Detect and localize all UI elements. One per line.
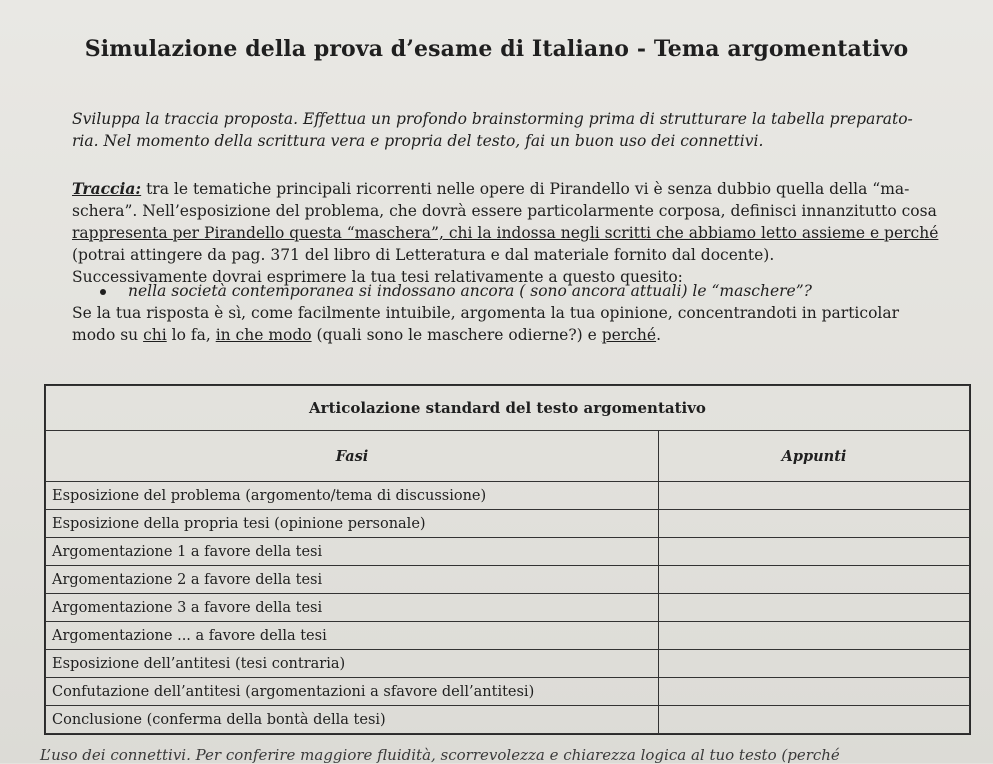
follow-up-line-1: Se la tua risposta è sì, come facilmente intuibile, argomenta la tua opinione, concentrandoti in particolar bbox=[72, 304, 900, 322]
phase-cell: Conclusione (conferma della bontà della tesi) bbox=[46, 706, 659, 734]
notes-cell[interactable] bbox=[659, 538, 970, 566]
table-row bbox=[46, 594, 970, 622]
table-row bbox=[46, 566, 970, 594]
table-row bbox=[46, 482, 970, 510]
column-header-fasi: Fasi bbox=[46, 431, 659, 482]
phase-cell: Argomentazione ... a favore della tesi bbox=[46, 622, 659, 650]
phase-cell: Argomentazione 2 a favore della tesi bbox=[46, 566, 659, 594]
phase-cell: Confutazione dell’antitesi (argomentazioni a sfavore dell’antitesi) bbox=[46, 678, 659, 706]
trace-line-5: Successivamente dovrai esprimere la tua tesi relativamente a questo quesito: bbox=[72, 268, 683, 286]
column-header-appunti: Appunti bbox=[659, 431, 970, 482]
argument-table bbox=[44, 384, 971, 735]
page-title: Simulazione della prova d’esame di Italiano - Tema argomentativo bbox=[84, 36, 909, 62]
trace-line-3: rappresenta per Pirandello questa “maschera”, chi la indossa negli scritti che abbiamo letto assieme e perché bbox=[72, 224, 939, 242]
notes-cell[interactable] bbox=[659, 678, 970, 706]
table-row bbox=[46, 510, 970, 538]
trace-line-2: schera”. Nell’esposizione del problema, che dovrà essere particolarmente corposa, definisci innanzitutto cosa bbox=[72, 202, 937, 220]
trace-paragraph bbox=[72, 178, 942, 288]
how-underlined: in che modo bbox=[215, 326, 312, 344]
notes-cell[interactable] bbox=[659, 594, 970, 622]
instructions-line-1: Sviluppa la traccia proposta. Effettua un profondo brainstorming prima di strutturare la tabella preparato- bbox=[72, 110, 913, 128]
table-row bbox=[46, 678, 970, 706]
phase-cell: Argomentazione 1 a favore della tesi bbox=[46, 538, 659, 566]
follow-up-text-c: (quali sono le maschere odierne?) e bbox=[311, 326, 602, 344]
notes-cell[interactable] bbox=[659, 566, 970, 594]
follow-up-text-b: lo fa, bbox=[166, 326, 216, 344]
bullet-dot-icon bbox=[100, 289, 106, 295]
phase-cell: Esposizione del problema (argomento/tema di discussione) bbox=[46, 482, 659, 510]
footer-text: L’uso dei connettivi. Per conferire maggiore fluidità, scorrevolezza e chiarezza logica al tuo testo (perché bbox=[40, 746, 840, 764]
notes-cell[interactable] bbox=[659, 622, 970, 650]
trace-line-4: (potrai attingere da pag. 371 del libro di Letteratura e dal materiale fornito dal docente). bbox=[72, 246, 775, 264]
follow-up-line-2 bbox=[72, 324, 942, 346]
table-row bbox=[46, 538, 970, 566]
follow-up-text-d: . bbox=[656, 326, 662, 344]
notes-cell[interactable] bbox=[659, 650, 970, 678]
question-text: nella società contemporanea si indossano ancora ( sono ancora attuali) le “maschere”? bbox=[128, 282, 812, 300]
instructions bbox=[72, 108, 942, 152]
trace-line-1 bbox=[72, 178, 942, 200]
trace-line-1-text: tra le tematiche principali ricorrenti nelle opere di Pirandello vi è senza dubbio quella della “ma- bbox=[141, 180, 910, 198]
notes-cell[interactable] bbox=[659, 706, 970, 734]
who-underlined: chi bbox=[143, 326, 167, 344]
table-caption: Articolazione standard del testo argomentativo bbox=[46, 386, 970, 431]
follow-up-text-a: modo su bbox=[72, 326, 144, 344]
instructions-line-2: ria. Nel momento della scrittura vera e propria del testo, fai un buon uso dei connettivi. bbox=[72, 132, 764, 150]
trace-label: Traccia: bbox=[72, 179, 142, 198]
table-row bbox=[46, 622, 970, 650]
phase-cell: Esposizione dell’antitesi (tesi contraria) bbox=[46, 650, 659, 678]
phase-cell: Esposizione della propria tesi (opinione personale) bbox=[46, 510, 659, 538]
notes-cell[interactable] bbox=[659, 510, 970, 538]
follow-up-paragraph bbox=[72, 302, 942, 346]
table-row bbox=[46, 650, 970, 678]
question-bullet bbox=[100, 282, 812, 300]
phase-cell: Argomentazione 3 a favore della tesi bbox=[46, 594, 659, 622]
why-underlined: perché bbox=[601, 326, 657, 344]
table-row bbox=[46, 706, 970, 734]
notes-cell[interactable] bbox=[659, 482, 970, 510]
